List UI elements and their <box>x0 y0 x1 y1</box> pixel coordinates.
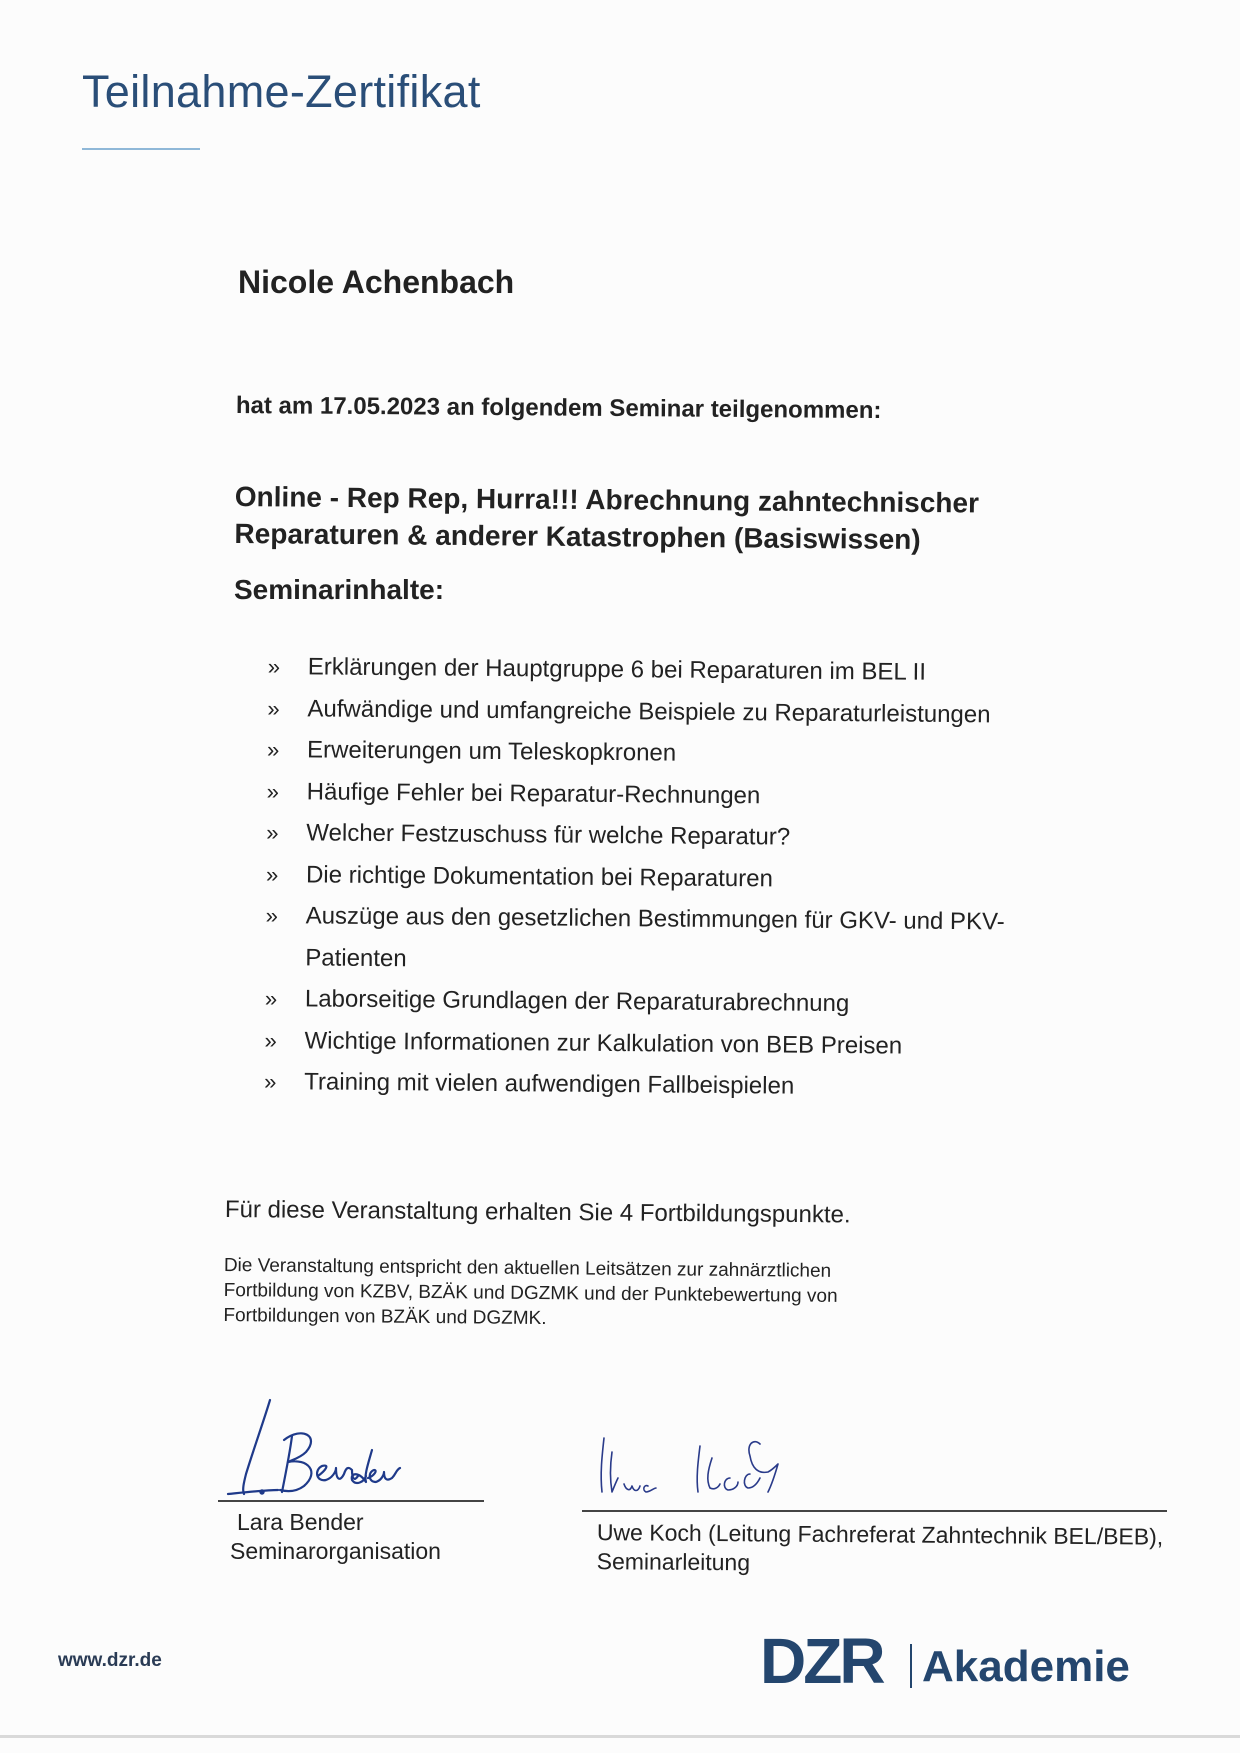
signature-line <box>582 1510 1167 1512</box>
list-item <box>264 1019 1084 1068</box>
list-item-text: Welcher Festzuschuss für welche Reparatur? <box>306 819 791 851</box>
title-underline <box>82 148 200 150</box>
contents-list <box>264 646 1088 1110</box>
signer-role: Seminarorganisation <box>230 1537 441 1564</box>
signer-name: Lara Bender <box>237 1508 364 1535</box>
list-item <box>264 1061 1084 1110</box>
bullet-icon: » <box>266 778 280 804</box>
website-url: www.dzr.de <box>58 1650 162 1671</box>
signature-line <box>218 1500 484 1502</box>
bullet-icon: » <box>265 861 279 887</box>
list-item-text: Häufige Fehler bei Reparatur-Rechnungen <box>306 777 761 809</box>
bullet-icon: » <box>265 902 279 929</box>
list-item <box>267 729 1087 778</box>
seminar-title: Online - Rep Rep, Hurra!!! Abrechnung zahntechnischer Reparaturen & anderer Katastrophen (Basiswissen) <box>234 480 980 555</box>
list-item <box>267 770 1087 819</box>
list-item <box>266 853 1086 902</box>
list-item <box>266 812 1086 861</box>
bullet-icon: » <box>264 1027 277 1053</box>
attendance-statement: hat am 17.05.2023 an folgendem Seminar teilgenommen: <box>235 392 882 425</box>
list-item-text: Wichtige Informationen zur Kalkulation von BEB Preisen <box>304 1026 903 1060</box>
signature-block-leadership <box>582 1408 1167 1576</box>
signer-name-and-role: Uwe Koch (Leitung Fachreferat Zahntechnik BEL/BEB), Seminarleitung <box>596 1518 1164 1575</box>
logo-text: Akademie <box>922 1642 1130 1691</box>
signature-koch <box>582 1408 842 1508</box>
list-item-text: Auszüge aus den gesetzlichen Bestimmungen für GKV- und PKV-Patienten <box>305 902 1005 972</box>
list-item <box>268 646 1088 695</box>
points-statement: Für diese Veranstaltung erhalten Sie 4 Fortbildungspunkte. <box>224 1196 851 1229</box>
contents-heading: Seminarinhalte: <box>234 574 445 605</box>
logo-divider <box>910 1644 912 1688</box>
list-item-text: Laborseitige Grundlagen der Reparaturabrechnung <box>304 985 850 1018</box>
bullet-icon: » <box>267 653 281 680</box>
bullet-icon: » <box>264 1068 277 1095</box>
list-item-text: Die richtige Dokumentation bei Reparaturen <box>305 860 774 892</box>
list-item-text: Training mit vielen aufwendigen Fallbeispielen <box>304 1068 795 1100</box>
list-item <box>267 687 1087 736</box>
bullet-icon: » <box>264 985 278 1012</box>
bullet-icon: » <box>266 736 280 763</box>
accreditation-note: Die Veranstaltung entspricht den aktuellen Leitsätzen zur zahnärztlichen Fortbildung von KZBV, BZÄK und DGZMK und der Punktebewertung von Fortbildungen von BZÄK und DGZMK. <box>223 1254 838 1330</box>
signature-block-organisation <box>218 1390 484 1566</box>
certificate-title: Teilnahme-Zertifikat <box>82 66 481 117</box>
list-item-text: Erklärungen der Hauptgruppe 6 bei Reparaturen im BEL II <box>307 653 927 686</box>
list-item-text: Aufwändige und umfangreiche Beispiele zu Reparaturleistungen <box>307 694 991 728</box>
participant-name: Nicole Achenbach <box>238 264 515 300</box>
scan-edge <box>0 1735 1240 1738</box>
bullet-icon: » <box>266 819 279 846</box>
signature-bender <box>218 1390 418 1498</box>
logo-mark: DZR <box>760 1625 883 1697</box>
list-item <box>265 978 1085 1027</box>
list-item-text: Erweiterungen um Teleskopkronen <box>306 736 677 767</box>
list-item <box>265 895 1086 985</box>
bullet-icon: » <box>267 695 280 721</box>
